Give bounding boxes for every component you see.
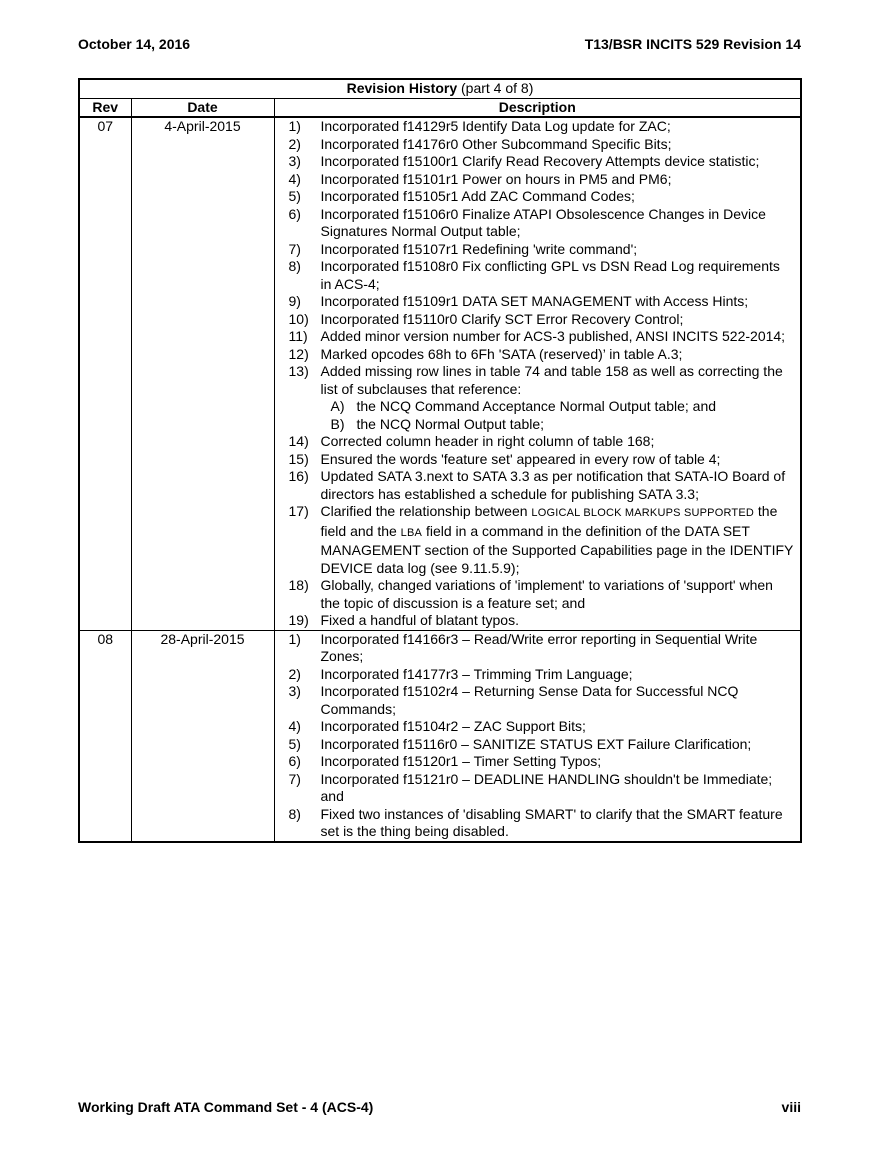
rev-cell: 07 [79,117,131,630]
list-item [275,468,795,503]
list-item-text: Incorporated f15121r0 – DEADLINE HANDLING shouldn't be Immediate; and [320,770,773,804]
list-item-text [321,503,795,577]
field-name-small-caps: LBA [400,526,423,539]
description-cell [274,117,801,630]
list-item-text: Incorporated f14129r5 Identify Data Log update for ZAC; [320,118,671,134]
list-item-number: 4) [288,170,301,187]
description-cell [274,630,801,842]
list-item-text: Incorporated f15110r0 Clarify SCT Error Recovery Control; [320,310,684,327]
list-item-text: Incorporated f15120r1 – Timer Setting Typos; [320,753,602,769]
list-item-number: 4) [288,718,301,734]
list-item-number: 5) [288,735,301,752]
list-item [275,577,795,612]
list-item-number: 11) [288,328,308,344]
field-name-small-caps: LOGICAL BLOCK MARKUPS SUPPORTED [531,507,754,519]
list-item [275,666,795,684]
footer-title: Working Draft ATA Command Set - 4 (ACS-4) [78,1099,374,1115]
list-item-text: Updated SATA 3.next to SATA 3.3 as per notification that SATA-IO Board of directors has established a schedule for publishing SATA 3.3; [320,468,786,502]
list-item [275,363,795,398]
list-item-text: Incorporated f15109r1 DATA SET MANAGEMENT with Access Hints; [320,293,749,309]
list-item-number: 7) [288,240,301,257]
list-item [275,503,795,577]
list-item [275,153,795,171]
list-item [275,346,795,364]
list-item-number: 2) [288,135,301,152]
rev-cell: 08 [79,630,131,842]
list-item-text: Incorporated f14166r3 – Read/Write error reporting in Sequential Write Zones; [320,630,758,664]
list-item [275,718,795,736]
table-row [79,117,801,630]
list-item [275,771,795,806]
list-item [275,118,795,136]
list-item-number: 12) [288,345,309,362]
list-item-number: 19) [288,612,309,628]
column-header-rev: Rev [79,98,131,117]
list-item [275,311,795,329]
list-item [275,171,795,189]
list-item-number: 7) [288,770,301,787]
list-item-text: Added minor version number for ACS-3 published, ANSI INCITS 522-2014; [320,328,786,344]
list-item-number: 9) [288,293,301,309]
date-cell: 4-April-2015 [131,117,274,630]
list-item-text: Marked opcodes 68h to 6Fh 'SATA (reserved)’ in table A.3; [320,345,683,362]
table-title-row [79,79,801,98]
date-cell: 28-April-2015 [131,630,274,842]
list-item [275,753,795,771]
table-row [79,630,801,842]
list-item-number: 14) [288,433,309,449]
list-item-number: B) [330,415,345,432]
list-item-text: Added missing row lines in table 74 and table 158 as well as correcting the list of subclauses that reference: [320,363,783,397]
list-item-text: Incorporated f15107r1 Redefining 'write command'; [320,240,638,257]
list-item-number: 8) [288,258,301,274]
list-item-number: 1) [288,630,301,647]
list-item-text: the NCQ Normal Output table; [356,415,545,432]
list-item [275,188,795,206]
list-item-text: Incorporated f14177r3 – Trimming Trim Language; [320,665,633,682]
column-header-description: Description [274,98,801,117]
list-item-number: 10) [288,310,309,327]
list-item-number: 3) [288,683,301,699]
list-item [275,241,795,259]
list-item [275,736,795,754]
list-item-text: Ensured the words 'feature set' appeared in every row of table 4; [320,450,721,467]
list-item [275,293,795,311]
list-item [275,136,795,154]
list-item [275,398,795,416]
list-item [275,683,795,718]
list-item-number: 5) [288,188,301,204]
column-header-date: Date [131,98,274,117]
list-item [275,433,795,451]
list-item-text: Incorporated f14176r0 Other Subcommand Specific Bits; [320,135,672,152]
list-item-number: 15) [288,450,309,467]
list-item-text: Incorporated f15108r0 Fix conflicting GPL vs DSN Read Log requirements in ACS-4; [320,258,780,292]
list-item-number: 18) [288,577,309,593]
table-title-bold: Revision History [346,80,458,96]
list-item [275,416,795,434]
list-item [275,258,795,293]
header-document-id: T13/BSR INCITS 529 Revision 14 [584,36,801,52]
list-item-text: Incorporated f15116r0 – SANITIZE STATUS EXT Failure Clarification; [320,735,752,752]
revision-history-table [78,78,802,843]
list-item-number: A) [330,398,345,414]
list-item-text: Incorporated f15102r4 – Returning Sense Data for Successful NCQ Commands; [320,683,739,717]
list-item-text: Incorporated f15101r1 Power on hours in PM5 and PM6; [320,170,672,187]
list-item-text: Fixed a handful of blatant typos. [320,612,519,628]
list-item-text: the NCQ Command Acceptance Normal Output table; and [356,398,717,414]
footer-page-number: viii [781,1099,801,1115]
list-item-text: Incorporated f15106r0 Finalize ATAPI Obsolescence Changes in Device Signatures Normal Output table; [320,205,766,239]
list-item-text-part: the field and the [320,503,778,539]
list-item-number: 6) [288,205,301,222]
list-item-text: Incorporated f15105r1 Add ZAC Command Codes; [320,188,635,204]
list-item [275,451,795,469]
list-item [275,612,795,630]
list-item-number: 2) [288,665,301,682]
list-item-text-part: Clarified the relationship between [320,503,532,519]
list-item-text: Incorporated f15100r1 Clarify Read Recovery Attempts device statistic; [320,153,760,169]
header-date: October 14, 2016 [78,36,191,52]
list-item [275,806,795,841]
table-title [79,79,801,98]
list-item-number: 17) [288,503,309,519]
list-item-text: Incorporated f15104r2 – ZAC Support Bits; [320,718,586,734]
list-item-text: Corrected column header in right column of table 168; [320,433,655,449]
list-item-number: 3) [288,153,301,169]
list-item-number: 16) [288,468,309,484]
list-item-number: 6) [288,753,301,769]
list-item-number: 13) [288,363,309,379]
list-item-text: Fixed two instances of 'disabling SMART' to clarify that the SMART feature set is the thing being disabled. [320,805,783,839]
list-item-text: Globally, changed variations of 'implement' to variations of 'support' when the topic of discussion is a feature set; and [320,577,773,611]
list-item-text-part: field in a command in the definition of the DATA SET MANAGEMENT section of the Supported Capabilities page in the IDENTIFY DEVICE data log (see 9.11.5.9); [320,522,794,576]
table-title-part: (part 4 of 8) [457,80,534,96]
list-item [275,206,795,241]
list-item [275,328,795,346]
list-item-number: 1) [288,118,301,134]
list-item [275,631,795,666]
list-item-number: 8) [288,805,301,822]
table-header-row [79,98,801,117]
